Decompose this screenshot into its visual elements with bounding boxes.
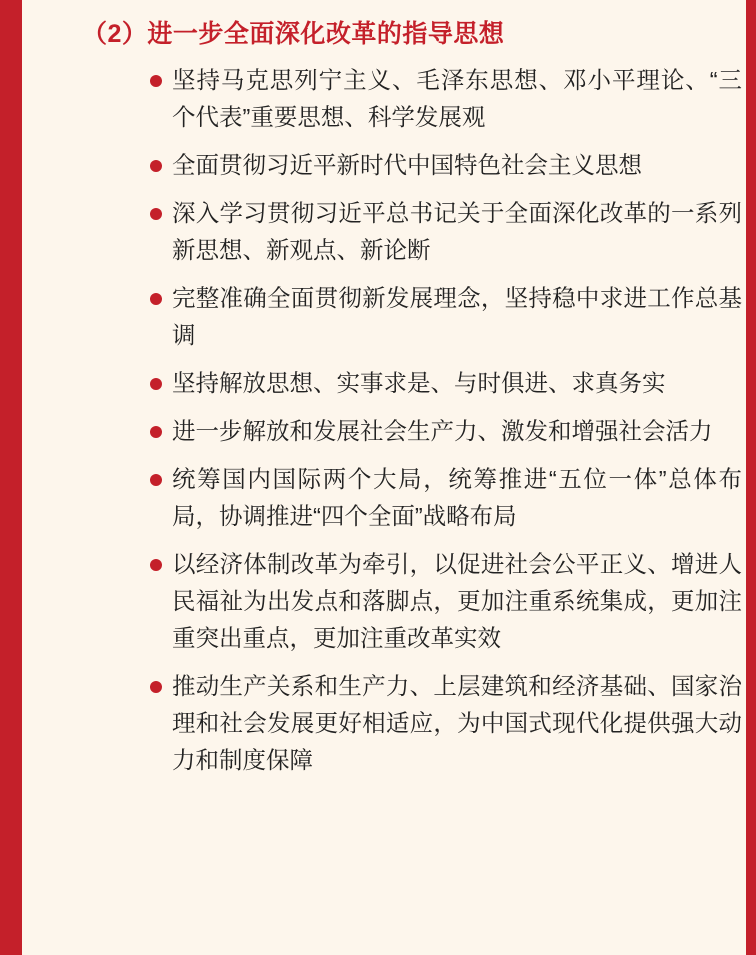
list-item-text: 进一步解放和发展社会生产力、激发和增强社会活力 bbox=[172, 418, 713, 444]
right-decorative-band bbox=[746, 0, 756, 955]
list-item-text: 深入学习贯彻习近平总书记关于全面深化改革的一系列新思想、新观点、新论断 bbox=[172, 200, 742, 263]
bullet-dot-icon bbox=[150, 559, 162, 571]
bullet-dot-icon bbox=[150, 426, 162, 438]
list-item bbox=[150, 365, 742, 402]
list-item-text: 统筹国内国际两个大局，统筹推进“五位一体”总体布局，协调推进“四个全面”战略布局 bbox=[172, 466, 742, 529]
list-item-text: 全面贯彻习近平新时代中国特色社会主义思想 bbox=[172, 152, 642, 178]
page-title: （2）进一步全面深化改革的指导思想 bbox=[82, 20, 505, 48]
list-item-text: 以经济体制改革为牵引，以促进社会公平正义、增进人民福祉为出发点和落脚点，更加注重系统集成，更加注重突出重点，更加注重改革实效 bbox=[172, 551, 742, 651]
list-item-text: 推动生产关系和生产力、上层建筑和经济基础、国家治理和社会发展更好相适应，为中国式现代化提供强大动力和制度保障 bbox=[172, 673, 742, 773]
list-item bbox=[150, 147, 742, 184]
bullet-dot-icon bbox=[150, 160, 162, 172]
list-item-text: 坚持解放思想、实事求是、与时俱进、求真务实 bbox=[172, 370, 666, 396]
list-item bbox=[150, 280, 742, 354]
bullet-dot-icon bbox=[150, 474, 162, 486]
left-decorative-band-gap bbox=[22, 0, 32, 955]
left-decorative-band bbox=[0, 0, 22, 955]
bullet-dot-icon bbox=[150, 293, 162, 305]
document-content bbox=[40, 0, 742, 955]
bullet-list bbox=[40, 62, 742, 779]
list-item-text: 坚持马克思列宁主义、毛泽东思想、邓小平理论、“三个代表”重要思想、科学发展观 bbox=[172, 67, 742, 130]
bullet-dot-icon bbox=[150, 75, 162, 87]
list-item-text: 完整准确全面贯彻新发展理念，坚持稳中求进工作总基调 bbox=[172, 285, 742, 348]
bullet-dot-icon bbox=[150, 681, 162, 693]
bullet-dot-icon bbox=[150, 208, 162, 220]
list-item bbox=[150, 461, 742, 535]
list-item bbox=[150, 413, 742, 450]
list-item bbox=[150, 62, 742, 136]
bullet-dot-icon bbox=[150, 378, 162, 390]
list-item bbox=[150, 195, 742, 269]
list-item bbox=[150, 546, 742, 657]
list-item bbox=[150, 668, 742, 779]
